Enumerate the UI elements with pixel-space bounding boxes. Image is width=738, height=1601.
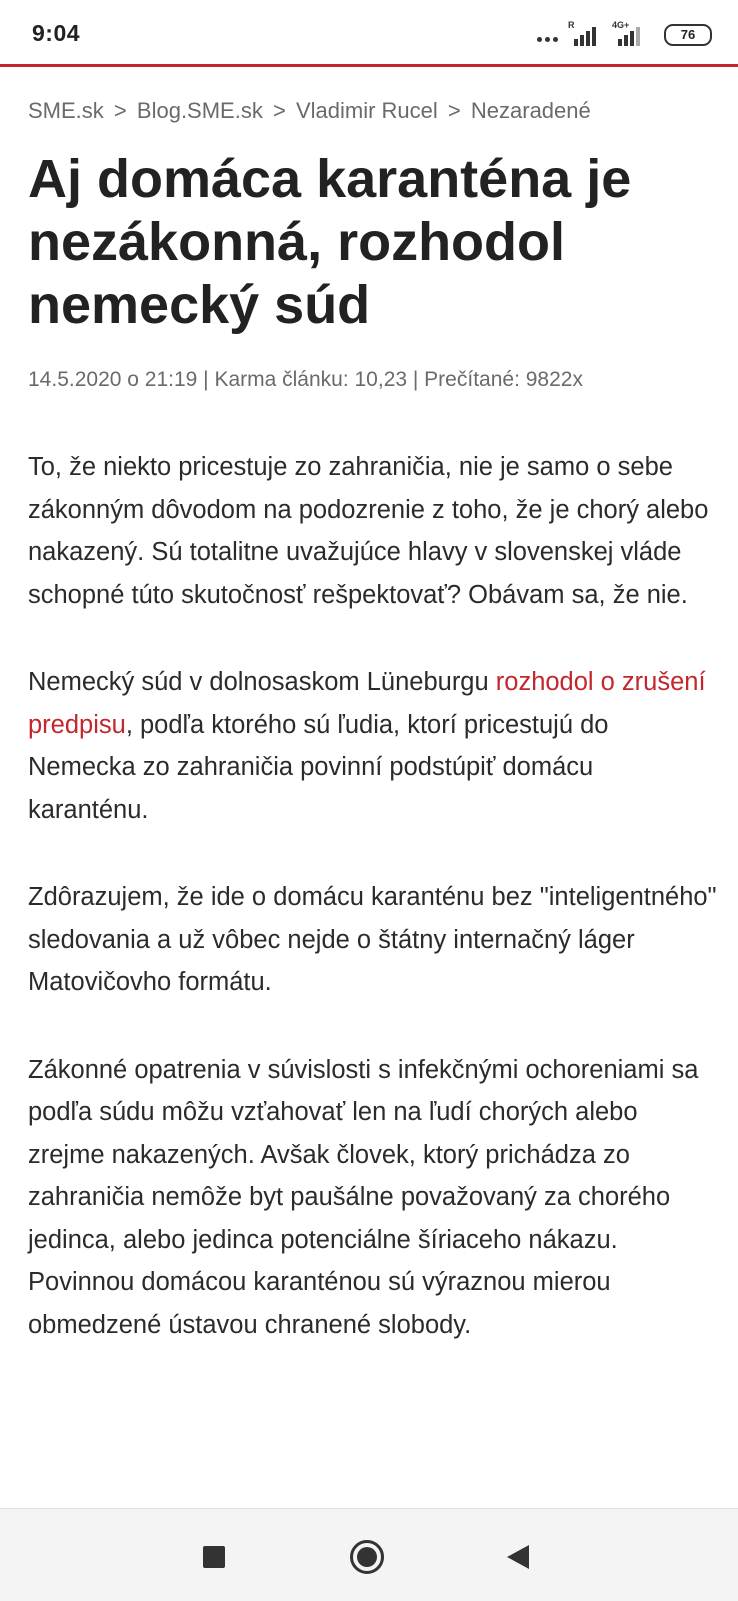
breadcrumb xyxy=(28,98,591,124)
network-type-tag: 4G+ xyxy=(612,20,630,30)
status-time: 9:04 xyxy=(32,20,81,46)
status-icons xyxy=(537,18,712,50)
signal-strength-icon-1 xyxy=(568,22,602,50)
signal-roaming-tag: R xyxy=(568,20,575,30)
article-paragraph-4: Zákonné opatrenia v súvislosti s infekčnými ochoreniami sa podľa súdu môžu vzťahovať len na ľudí chorých alebo zrejme nakazených. Avšak človek, ktorý prichádza zo zahraničia nemôže byt paušálne považovaný za chorého jedinca, alebo jedinca potenciálne šíriaceho nákazu. Povinnou domácou karanténou sú výraznou mierou obmedzené ústavou chranené slobody. xyxy=(28,1055,699,1339)
header-divider xyxy=(0,64,738,67)
breadcrumb-separator: > xyxy=(447,98,461,123)
battery-icon: 76 xyxy=(664,24,712,46)
article-paragraph-1: To, že niekto pricestuje zo zahraničia, nie je samo o sebe zákonným dôvodom na podozrenie z toho, že je chorý alebo nakazený. Sú totalitne uvažujúce hlavy v slovenskej vláde schopné túto skutočnosť rešpektovať? Obávam sa, že nie. xyxy=(28,453,709,609)
status-bar xyxy=(0,0,738,66)
breadcrumb-link-author[interactable]: Vladimir Rucel xyxy=(295,98,438,123)
court-ruling-link[interactable]: rozhodol o zrušení predpisu xyxy=(28,668,706,739)
article-paragraph-2 xyxy=(28,661,718,831)
article-paragraph-3: Zdôrazujem, že ide o domácu karanténu bez "inteligentného" sledovania a už vôbec nejde o štátny internačný láger Matovičovho formátu. xyxy=(28,883,717,996)
breadcrumb-separator: > xyxy=(272,98,286,123)
article-title: Aj domáca karanténa je nezákonná, rozhodol nemecký súd xyxy=(28,149,632,335)
back-button[interactable] xyxy=(498,1537,538,1577)
breadcrumb-link-blog[interactable]: Blog.SME.sk xyxy=(136,98,263,123)
signal-strength-icon-2 xyxy=(612,22,646,50)
article-meta: 14.5.2020 o 21:19 | Karma článku: 10,23 | Prečítané: 9822x xyxy=(28,368,583,391)
home-button[interactable] xyxy=(347,1537,387,1577)
recents-button[interactable] xyxy=(194,1537,234,1577)
paragraph-text: Nemecký súd v dolnosaskom Lüneburgu xyxy=(28,668,496,696)
paragraph-text: , podľa ktorého sú ľudia, ktorí pricestujú do Nemecka zo zahraničia povinní podstúpiť domácu karanténu. xyxy=(28,710,609,824)
more-notifications-icon xyxy=(537,37,558,50)
breadcrumb-link-category[interactable]: Nezaradené xyxy=(470,98,591,123)
breadcrumb-link-sme[interactable]: SME.sk xyxy=(28,98,104,123)
breadcrumb-separator: > xyxy=(113,98,127,123)
circle-home-icon xyxy=(349,1539,385,1575)
system-nav-bar xyxy=(0,1508,738,1601)
triangle-back-icon xyxy=(505,1543,531,1571)
article-body xyxy=(28,446,718,1391)
square-icon xyxy=(202,1545,226,1569)
